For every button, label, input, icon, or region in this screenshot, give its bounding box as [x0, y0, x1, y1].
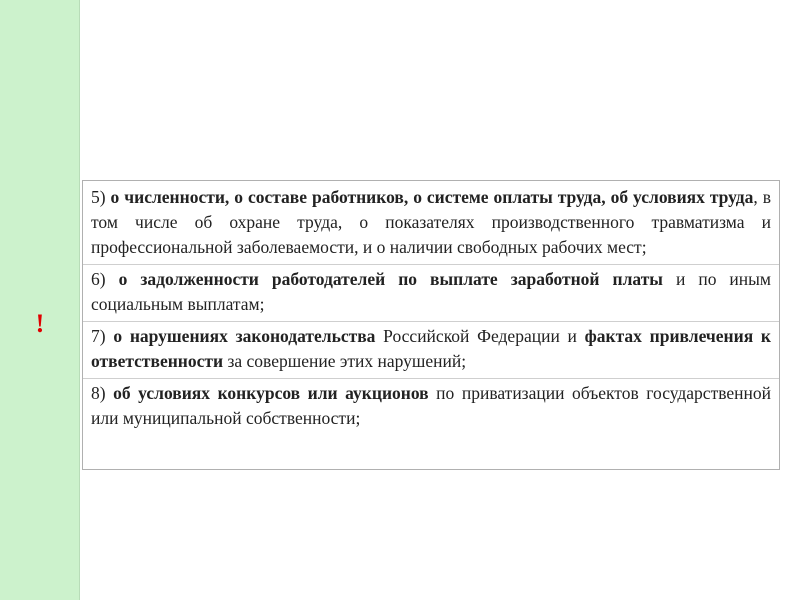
item-bold-text: об условиях конкурсов или аукционов	[113, 383, 429, 403]
item-bold-text: о нарушениях законодательства	[113, 326, 376, 346]
item-bold-text: о задолженности работодателей по выплате заработной платы	[118, 269, 663, 289]
item-bold-text: о численности, о составе работников, о системе оплаты труда, об условиях труда	[110, 187, 754, 207]
divider	[83, 321, 779, 322]
list-item-7	[91, 324, 771, 374]
item-text: , в том числе об охране труда, о показателях производственного травматизма и профессиональной заболеваемости, и о наличии свободных рабочих мест;	[91, 187, 772, 257]
list-item-5	[91, 185, 771, 260]
item-number: 5)	[91, 187, 106, 207]
sidebar-bar	[0, 0, 80, 600]
divider	[83, 264, 779, 265]
list-item-8	[91, 381, 771, 431]
list-item-6	[91, 267, 771, 317]
item-text: по приватизации объектов государственной или муниципальной собственности;	[91, 383, 771, 428]
item-bold-text-2: фактах привлечения к ответственности	[91, 326, 772, 371]
content-box	[82, 180, 780, 470]
item-text: Российской Федерации и	[375, 326, 585, 346]
item-text: и по иным социальным выплатам;	[91, 269, 771, 314]
item-number: 7)	[91, 326, 106, 346]
item-text-2: за совершение этих нарушений;	[223, 351, 467, 371]
item-number: 8)	[91, 383, 106, 403]
exclamation-marker: !	[35, 309, 45, 338]
divider	[83, 378, 779, 379]
item-number: 6)	[91, 269, 106, 289]
